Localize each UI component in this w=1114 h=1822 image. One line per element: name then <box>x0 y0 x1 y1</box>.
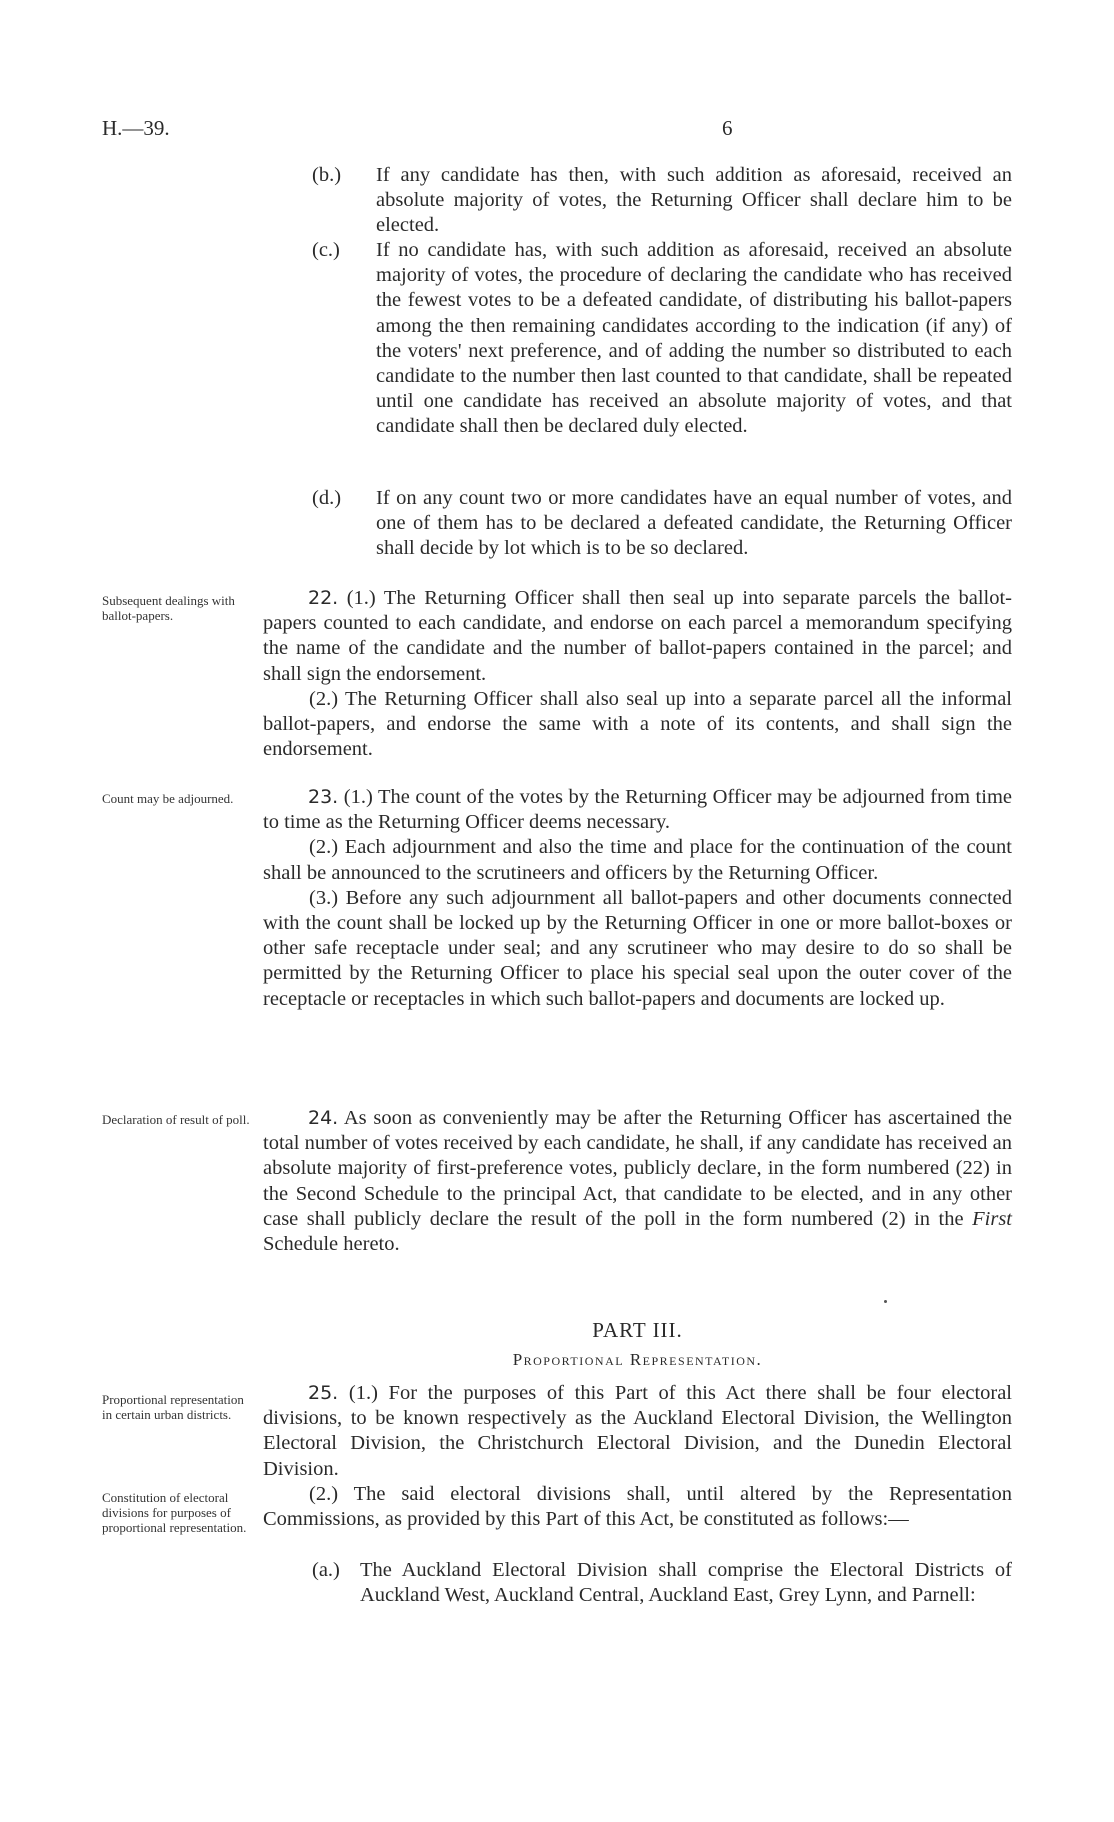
clause-c-label: (c.) <box>312 239 340 261</box>
section-24-text: As soon as conveniently may be after the Returning Officer has ascertained the total number of votes received by each candidate, he shall, if any candidate has received an absolute majority of first-preference votes, publicly declare, in the form numbered (22) in the Second Schedule to the principal Act, that candidate to be elected, and in any other case shall publicly declare the result of the poll in the form numbered (2) in the <box>263 1107 1012 1230</box>
section-25-subsection-1: (1.) For the purposes of this Part of this Act there shall be four electoral divisions, to be known respectively as the Auckland Electoral Division, the Wellington Electoral Division, the Christchurch Electoral Division, and the Dunedin Electoral Division. <box>263 1382 1013 1480</box>
clause-b <box>312 163 1012 239</box>
clause-b-text: If any candidate has then, with such addition as aforesaid, received an absolute majority of votes, the Returning Officer shall declare him to be elected. <box>376 164 1012 237</box>
section-22-subsection-2: (2.) The Returning Officer shall also seal up into a separate parcel all the informal ballot-papers, and endorse the same with a note of its contents, and shall sign the endorsement. <box>263 687 1012 761</box>
section-24 <box>263 1106 1012 1257</box>
section-23-subsection-3: (3.) Before any such adjournment all ballot-papers and other documents connected with the count shall be locked up by the Returning Officer in one or more ballot-boxes or other safe receptacle under seal; and any scrutineer who may desire to do so shall be permitted by the Returning Officer to place his special seal upon the outer cover of the receptacle or receptacles in which such ballot-papers and documents are locked up. <box>263 886 1012 1010</box>
section-22 <box>263 586 1012 762</box>
section-25-number: 25. <box>308 1382 339 1404</box>
section-22-number: 22. <box>308 587 339 609</box>
section-23 <box>263 785 1012 1012</box>
margin-note-section-25: Proportional representation in certain urban districts. <box>102 1392 244 1422</box>
margin-note-section-22: Subsequent dealings with ballot-papers. <box>102 593 235 623</box>
clause-25-a <box>312 1558 1012 1608</box>
margin-note-section-23: Count may be adjourned. <box>102 791 234 806</box>
part-subtitle: Proportional Representation. <box>512 1350 763 1369</box>
margin-note-section-25-2: Constitution of electoral divisions for purposes of proportional representation. <box>102 1490 247 1535</box>
clause-d <box>312 486 1012 562</box>
clause-25-a-label: (a.) <box>312 1559 340 1581</box>
section-25-subsection-2: (2.) The said electoral divisions shall, until altered by the Representation Commissions, as provided by this Part of this Act, be constituted as follows:— <box>263 1482 1012 1531</box>
section-22-subsection-1: (1.) The Returning Officer shall then seal up into separate parcels the ballot-papers counted to each candidate, and endorse on each parcel a memorandum specifying the name of the candidate and the number of ballot-papers contained in the parcel; and shall sign the endorsement. <box>263 587 1012 685</box>
page-number: 6 <box>722 116 733 140</box>
section-23-subsection-2: (2.) Each adjournment and also the time and place for the continuation of the count shall be announced to the scrutineers and officers by the Returning Officer. <box>263 836 1012 884</box>
section-25 <box>263 1381 1012 1532</box>
stray-mark <box>884 1300 887 1303</box>
clause-d-text: If on any count two or more candidates have an equal number of votes, and one of them has to be declared a defeated candidate, the Returning Officer shall decide by lot which is to be so declared. <box>376 487 1012 560</box>
section-24-italic-word: First <box>972 1207 1012 1230</box>
section-24-text-end: Schedule hereto. <box>263 1233 400 1256</box>
margin-note-section-24: Declaration of result of poll. <box>102 1112 250 1127</box>
document-reference: H.—39. <box>102 116 170 140</box>
clause-b-label: (b.) <box>312 164 342 186</box>
clause-d-label: (d.) <box>312 487 342 509</box>
clause-c <box>312 238 1012 440</box>
part-title: PART III. <box>592 1318 683 1342</box>
clause-c-text: If no candidate has, with such addition as aforesaid, received an absolute majority of votes, the procedure of declaring the candidate who has received the fewest votes to be a defeated candidate, of distributing his ballot-papers among the then remaining candidates according to the indication (if any) of the voters' next preference, and of adding the number so distributed to each candidate to the number then last counted to that candidate, shall be repeated until one candidate has received an absolute majority of votes, and that candidate shall then be declared duly elected. <box>376 239 1012 438</box>
section-23-number: 23. <box>308 786 339 808</box>
section-24-number: 24. <box>308 1107 339 1129</box>
clause-25-a-text: The Auckland Electoral Division shall comprise the Electoral Districts of Auckland West, Auckland Central, Auckland East, Grey Lynn, and Parnell: <box>360 1559 1012 1607</box>
section-23-subsection-1: (1.) The count of the votes by the Returning Officer may be adjourned from time to time as the Returning Officer deems necessary. <box>263 786 1012 834</box>
